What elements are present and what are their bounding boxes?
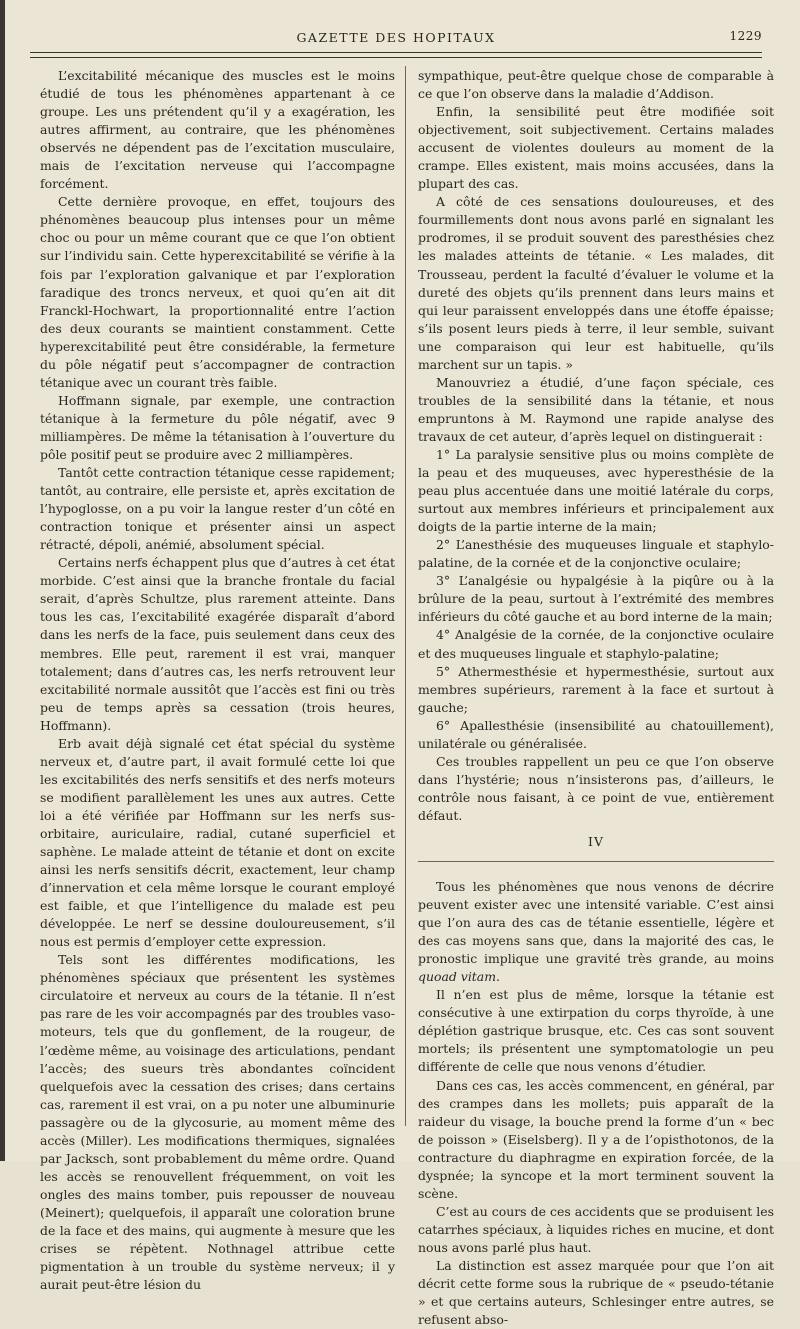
paragraph: Tantôt cette contraction tétanique cesse rapidement; tantôt, au contraire, elle persiste et, après excitation de l’hypoglosse, on a pu voir la langue rester d’un côté en contraction tonique et présenter ainsi un aspect rétracté, dépoli, anémié, absolument spécial. xyxy=(40,465,395,553)
running-header xyxy=(30,28,762,50)
paragraph: Enfin, la sensibilité peut être modifiée soit objectivement, soit subjectivement. Certains malades accusent de violentes douleurs au moment de la crampe. Elles existent, mais moins accusées, dans la plupart des cas. xyxy=(418,104,774,192)
paragraph: 5° Athermesthésie et hypermesthésie, surtout aux membres supérieurs, rarement à la face et surtout à gauche; xyxy=(418,663,774,715)
binding-edge xyxy=(0,0,5,1161)
paragraph: 4° Analgésie de la cornée, de la conjonctive oculaire et des muqueuses linguale et staphylo-palatine; xyxy=(418,627,774,661)
paragraph: sympathique, peut-être quelque chose de comparable à ce que l’on observe dans la maladie d’Addison. xyxy=(418,68,774,102)
paragraph xyxy=(418,1257,774,1329)
paragraph: L’excitabilité mécanique des muscles est le moins étudié de tous les phénomènes appartenant à ce groupe. Les uns prétendent qu’il y a exagération, les autres affirment, au contraire, que les phénomènes observés ne dépendent pas de l’excitation musculaire, mais de l’excitation nerveuse qui l’accompagne forcément. xyxy=(40,68,395,192)
right-column-bottom xyxy=(418,878,774,1329)
paragraph: 3° L’analgésie ou hypalgésie à la piqûre ou à la brûlure de la peau, surtout à l’extrémité des membres inférieurs du côté gauche et au bord interne de la main; xyxy=(418,573,774,625)
header-rule-top xyxy=(30,52,762,53)
paragraph: 2° L’anesthésie des muqueuses linguale et staphylo-palatine, de la cornée et de la conjonctive oculaire; xyxy=(418,537,774,571)
paragraph-text: C’est au cours de ces accidents que se produisent les catarrhes spéciaux, à liquides riches en mucine, et dont nous avons parlé plus haut. xyxy=(418,1203,774,1255)
journal-title: GAZETTE DES HOPITAUX xyxy=(296,30,496,45)
paragraph: Cette dernière provoque, en effet, toujours des phénomènes beaucoup plus intenses pour un même choc ou pour un même courant que ce que l’on obtient sur l’individu sain. Cette hyperexcitabilité se vérifie à la fois par l’exploration galvanique et par l’exploration faradique des troncs nerveux, et quoi qu’en ait dit Franckl-Hochwart, la proportionnalité entre l’action des deux courants se maintient constamment. Cette hyperexcitabilité peut être considérable, la fermeture du pôle négatif peut s’accompagner de contraction tétanique avec un courant très faible. xyxy=(40,194,395,390)
paragraph-text: Tous les phénomènes que nous venons de décrire peuvent exister avec une intensité variable. C’est ainsi que l’on aura des cas de tétanie essentielle, légère et des cas moyens sans que, dans la majorité des cas, le pronostic implique une gravité très grande, au moins xyxy=(418,879,774,967)
paragraph xyxy=(418,986,774,1076)
header-rule-bottom xyxy=(30,57,762,58)
paragraph: Erb avait déjà signalé cet état spécial du système nerveux et, d’autre part, il avait formulé cette loi que les excitabilités des nerfs sensitifs et des nerfs moteurs se modifient parallèlement les unes aux autres. Cette loi a été vérifiée par Hoffmann sur les nerfs sus-orbitaire, auriculaire, radial, cutané superficiel et saphène. Le malade atteint de tétanie et dont on excite ainsi les nerfs sensitifs décrit, exactement, leur champ d’innervation et cela même lorsque le courant employé est faible, et que l’intelligence du malade est peu développée. Le nerf se dessine douloureusement, s’il nous est permis d’employer cette expression. xyxy=(40,735,395,950)
paragraph: 1° La paralysie sensitive plus ou moins complète de la peau et des muqueuses, avec hyperesthésie de la peau plus accentuée dans une moitié latérale du corps, surtout aux membres inférieurs et principalement aux doigts de la partie interne de la main; xyxy=(418,446,774,535)
right-column-top xyxy=(418,67,774,825)
left-column xyxy=(40,67,395,1294)
section-rule xyxy=(418,861,774,862)
section-heading: IV xyxy=(588,833,604,849)
paragraph xyxy=(418,1203,774,1257)
paragraph: 6° Apallesthésie (insensibilité au chatouillement), unilatérale ou généralisée. xyxy=(418,717,774,751)
paragraph: Hoffmann signale, par exemple, une contraction tétanique à la fermeture du pôle négatif, avec 9 milliampères. De même la tétanisation à l’ouverture du pôle positif peut se produire avec 2 milliampères. xyxy=(40,392,395,462)
paragraph-text: . xyxy=(496,969,500,985)
paragraph: A côté de ces sensations douloureuses, et des fourmillements dont nous avons parlé en signalant les prodromes, il se produit souvent des paresthésies chez les malades atteints de tétanie. « Les malades, dit Trousseau, perdent la faculté d’évaluer le volume et la dureté des objets qu’ils prennent dans leurs mains et qui leur paraissent enveloppés dans une étoffe épaisse; s’ils posent leurs pieds à terre, il leur semble, suivant une comparaison qui leur est habituelle, qu’ils marchent sur un tapis. » xyxy=(418,194,774,372)
paragraph-text: La distinction est assez marquée pour que l’on ait décrit cette forme sous la rubrique de « pseudo-tétanie » et que certains auteurs, Schlesinger entre autres, se refusent abso- xyxy=(418,1258,774,1328)
paragraph: Manouvriez a étudié, d’une façon spéciale, ces troubles de la sensibilité dans la tétanie, et nous empruntons à M. Raymond une rapide analyse des travaux de cet auteur, d’après lequel on distinguerait : xyxy=(418,374,774,444)
paragraph: Ces troubles rappellent un peu ce que l’on observe dans l’hystérie; nous n’insisterons pas, d’ailleurs, le contrôle nous faisant, à ce point de vue, entièrement défaut. xyxy=(418,753,774,823)
paragraph-text: Il n’en est plus de même, lorsque la tétanie est consécutive à une extirpation du corps thyroïde, à une déplétion gastrique brusque, etc. Ces cas sont souvent mortels; ils présentent une symptomatologie un peu différente de celle que nous venons d’étudier. xyxy=(418,987,774,1075)
paragraph: Tels sont les différentes modifications, les phénomènes spéciaux que présentent les systèmes circulatoire et nerveux au cours de la tétanie. Il n’est pas rare de les voir accompagnés par des troubles vaso-moteurs, tels que du gonflement, de la rougeur, de l’œdème même, au voisinage des articulations, pendant l’accès; des sueurs très abondantes coïncident quelquefois avec la cessation des crises; dans certains cas, rarement il est vrai, on a pu noter une albuminurie passagère ou de la glycosurie, au moment même des accès (Miller). Les modifications thermiques, signalées par Jacksch, sont probablement du même ordre. Quand les accès se renouvellent fréquemment, on voit les ongles des mains tomber, puis repousser de nouveau (Meinert); quelquefois, il apparaît une coloration brune de la face et des mains, qui augmente à mesure que les crises se répètent. Nothnagel attribue cette pigmentation à un trouble du système nerveux; il y aurait peut-être lésion du xyxy=(40,952,395,1293)
italic-phrase: quoad vitam xyxy=(418,969,497,985)
paragraph: Certains nerfs échappent plus que d’autres à cet état morbide. C’est ainsi que la branche frontale du facial serait, d’après Schultze, plus rarement atteinte. Dans tous les cas, l’excitabilité exagérée disparaît d’abord dans les nerfs de la face, puis seulement dans ceux des membres. Elle peut, rarement il est vrai, manquer totalement; dans d’autres cas, les nerfs retrouvent leur excitabilité normale aussitôt que l’accès est fini ou très peu de temps après sa cessation (trois heures, Hoffmann). xyxy=(40,555,395,733)
paragraph xyxy=(418,878,774,986)
paragraph-text: Dans ces cas, les accès commencent, en général, par des crampes dans les mollets; puis apparaît de la raideur du visage, la bouche prend la forme d’un « bec de poisson » (Eiselsberg). Il y a de l’opisthotonos, de la contracture du diaphragme en expiration forcée, de la dyspnée; la syncope et la mort terminent souvent la scène. xyxy=(418,1077,774,1201)
column-divider xyxy=(405,66,406,1126)
page-number: 1229 xyxy=(729,29,762,43)
right-column xyxy=(418,67,774,1329)
paragraph xyxy=(418,1077,774,1203)
